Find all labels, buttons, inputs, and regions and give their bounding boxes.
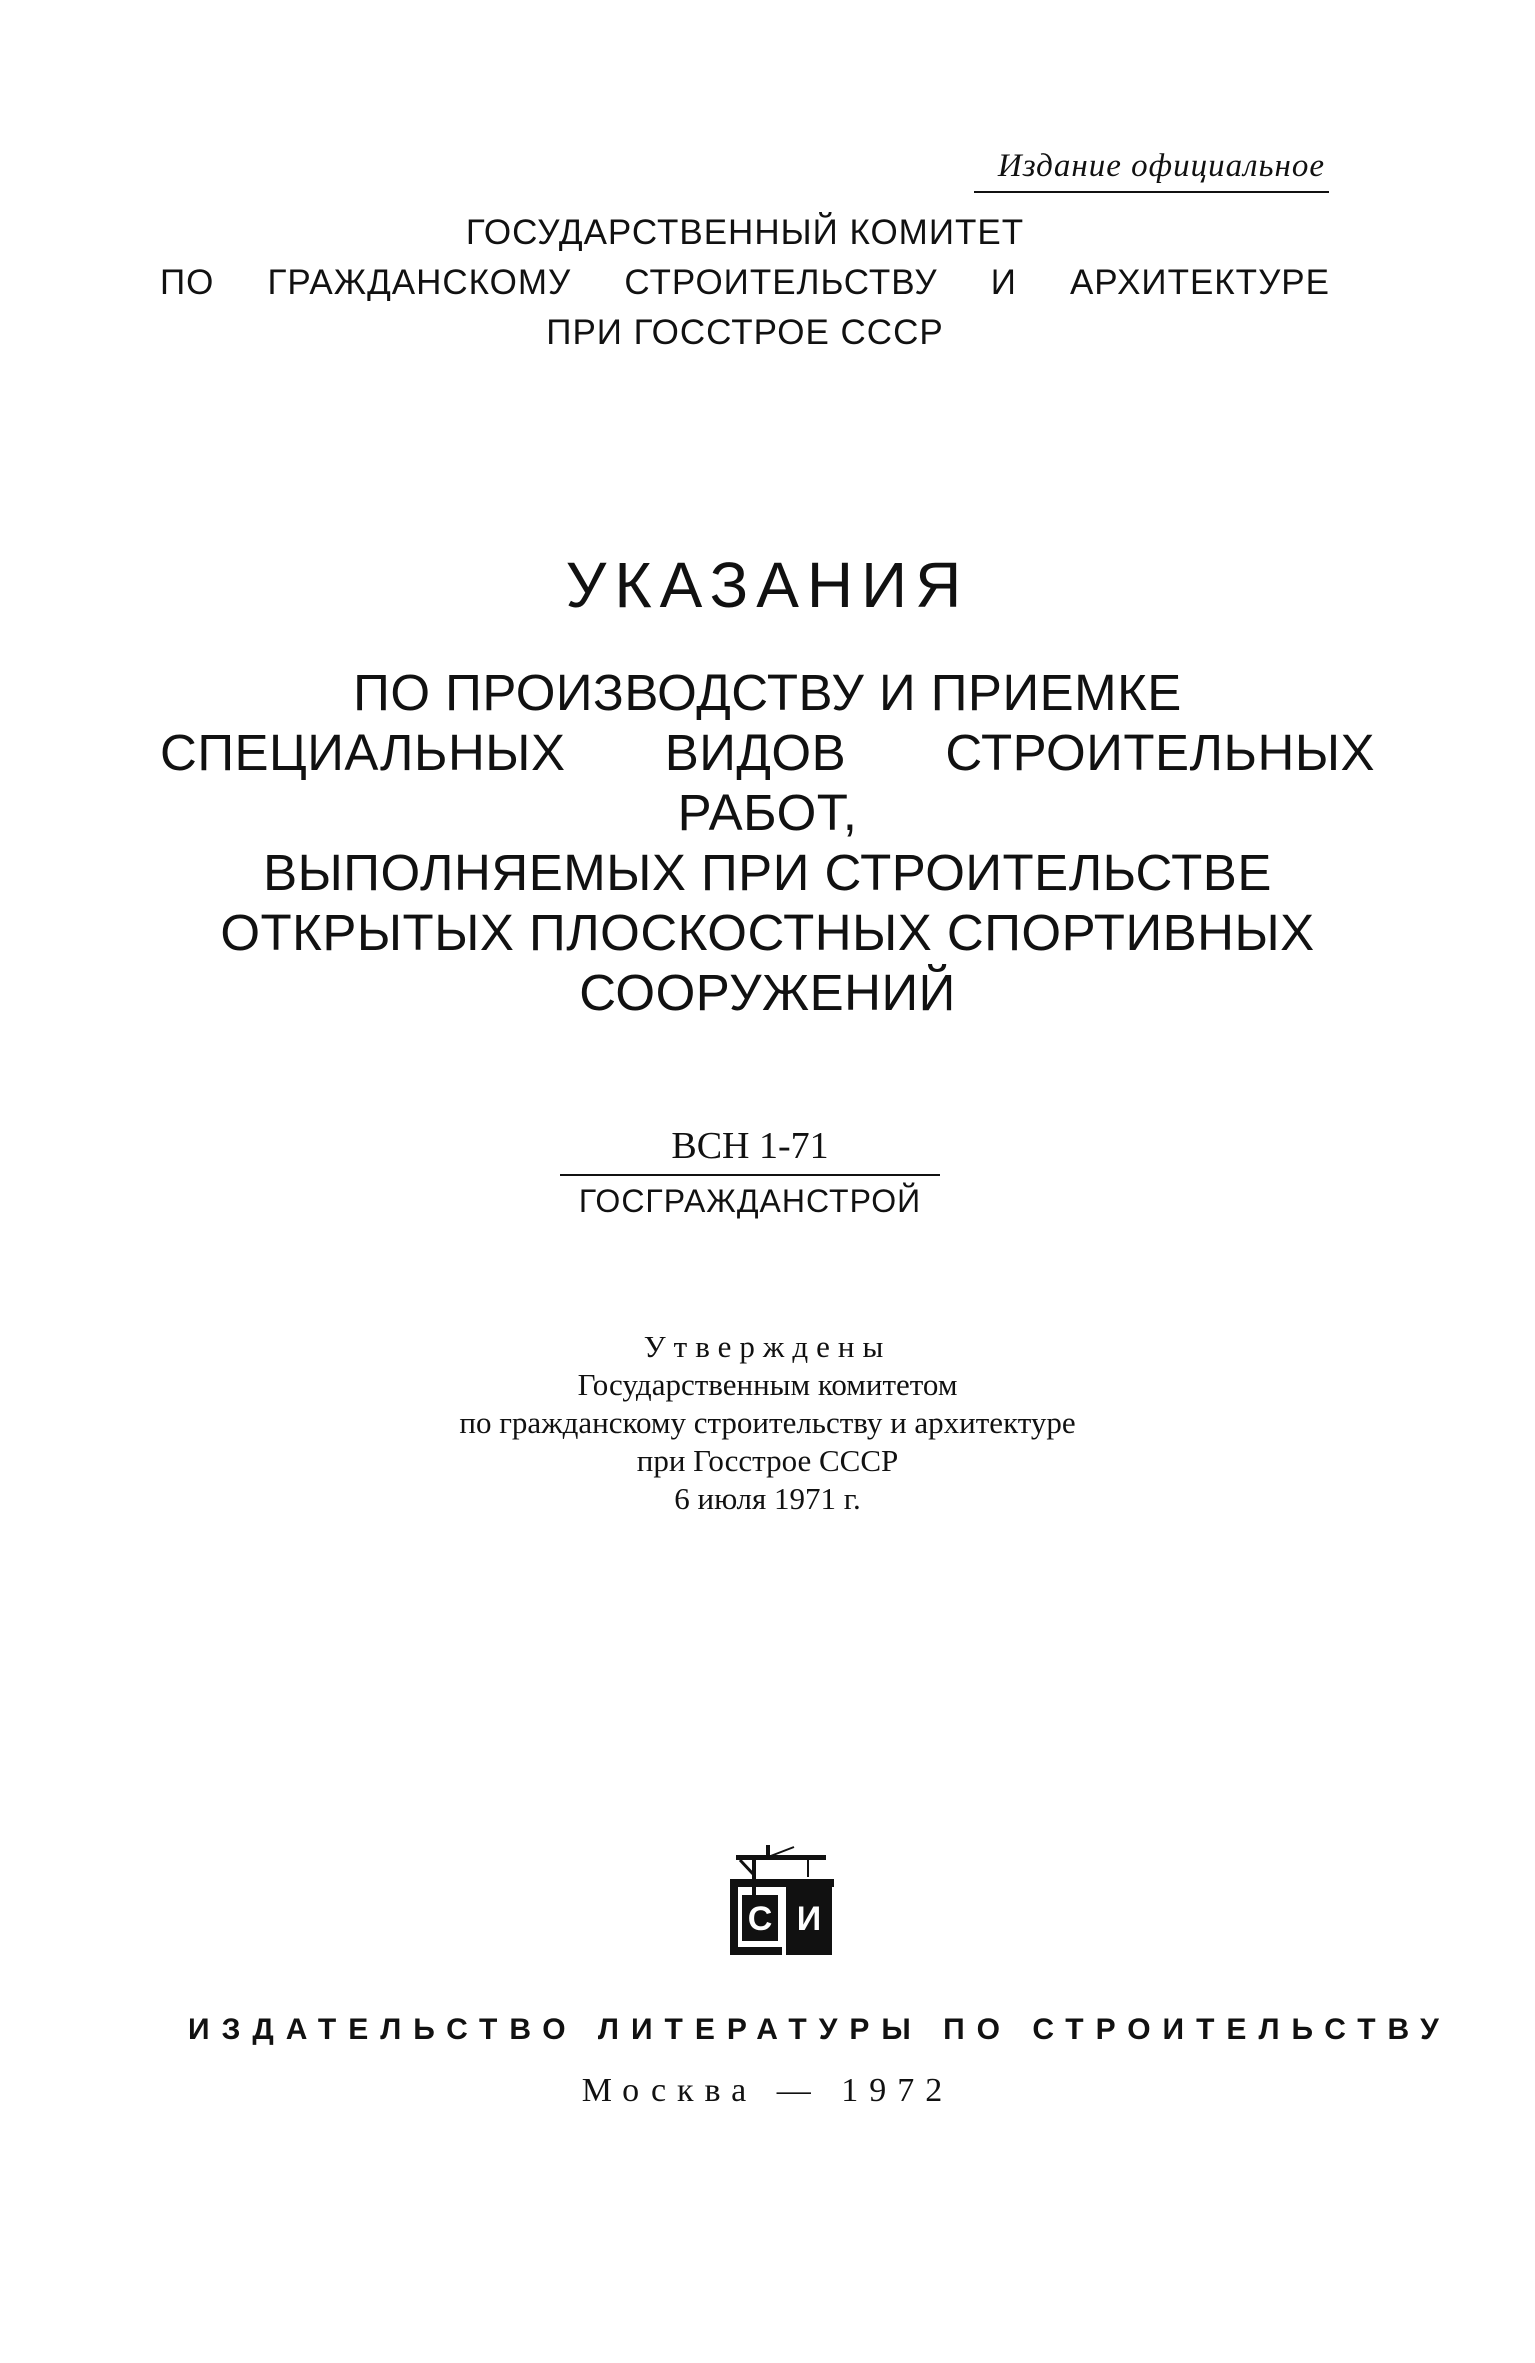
document-title: УКАЗАНИЯ: [565, 549, 970, 621]
approval-date: 6 июля 1971 г.: [674, 1481, 861, 1516]
committee-line-1: ГОСУДАРСТВЕННЫЙ КОМИТЕТ: [465, 213, 1025, 252]
subtitle-line-5: ОТКРЫТЫХ ПЛОСКОСТНЫХ СПОРТИВНЫХ: [220, 904, 1315, 961]
svg-text:И: И: [796, 1900, 822, 1938]
committee-word: ГРАЖДАНСКОМУ: [267, 263, 572, 302]
document-subtitle: [160, 663, 1375, 1023]
committee-word: ПО: [160, 263, 215, 302]
document-code: ВСН 1-71: [560, 1120, 940, 1176]
subtitle-line-3: РАБОТ,: [677, 784, 858, 841]
approval-block: [300, 1328, 1235, 1518]
subtitle-word: СПЕЦИАЛЬНЫХ: [160, 724, 566, 781]
committee-word: АРХИТЕКТУРЕ: [1069, 263, 1330, 302]
stroyizdat-logo-icon: [726, 1843, 838, 1958]
svg-text:С: С: [747, 1900, 773, 1938]
subtitle-line-1: ПО ПРОИЗВОДСТВУ И ПРИЕМКЕ: [353, 664, 1182, 721]
subtitle-line-2: [160, 723, 1375, 783]
committee-line-3: ПРИ ГОССТРОЕ СССР: [546, 313, 944, 352]
committee-word: И: [990, 263, 1017, 302]
committee-word: СТРОИТЕЛЬСТВУ: [624, 263, 938, 302]
committee-header: [150, 208, 1340, 358]
publication-city-year: Москва — 1972: [581, 2072, 954, 2109]
document-code-block: [560, 1120, 940, 1226]
subtitle-word: СТРОИТЕЛЬНЫХ: [945, 724, 1375, 781]
committee-line-2: [150, 258, 1340, 308]
subtitle-word: ВИДОВ: [664, 724, 847, 781]
approval-heading: Утверждены: [643, 1329, 892, 1364]
publisher-name: ИЗДАТЕЛЬСТВО ЛИТЕРАТУРЫ ПО СТРОИТЕЛЬСТВУ: [188, 2013, 1451, 2046]
approval-line-3: при Госстрое СССР: [636, 1443, 899, 1478]
approval-line-1: Государственным комитетом: [577, 1367, 958, 1402]
subtitle-line-6: СООРУЖЕНИЙ: [579, 964, 956, 1021]
subtitle-line-4: ВЫПОЛНЯЕМЫХ ПРИ СТРОИТЕЛЬСТВЕ: [263, 844, 1272, 901]
issuing-organization: ГОСГРАЖДАНСТРОЙ: [578, 1183, 922, 1219]
approval-line-2: по гражданскому строительству и архитектуре: [459, 1405, 1076, 1440]
official-edition-label: Издание официальное: [974, 148, 1329, 193]
